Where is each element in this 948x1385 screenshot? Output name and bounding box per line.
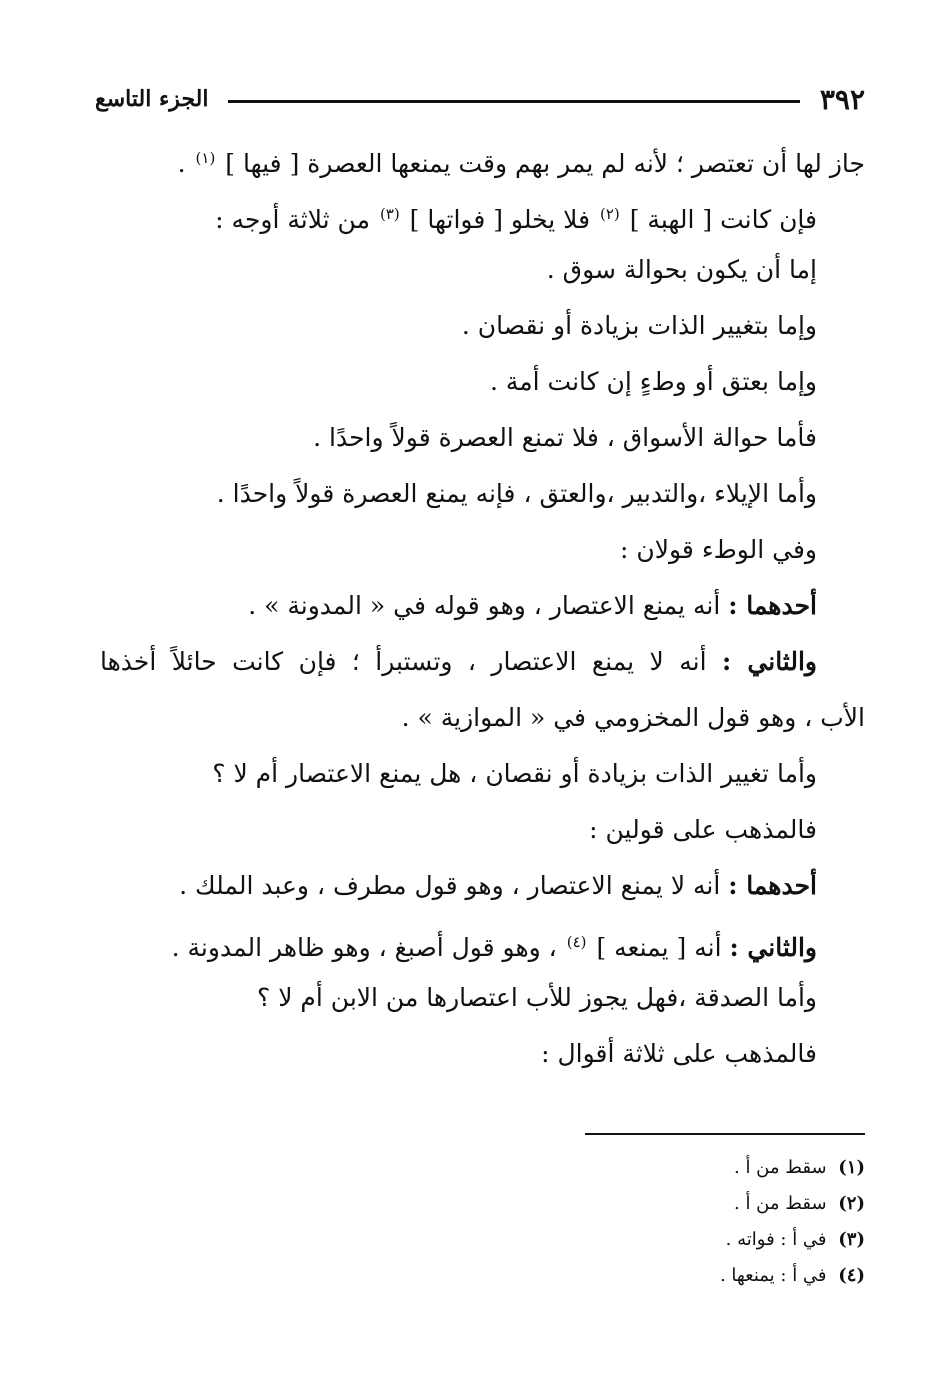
text-line (100, 858, 865, 914)
text-line: وأما الصدقة ،فهل يجوز للأب اعتصارها من الابن أم لا ؟ (257, 983, 817, 1012)
footnote (500, 1186, 865, 1222)
line-text: من ثلاثة أوجه : (215, 205, 370, 234)
footnote-ref: (٣) (379, 205, 400, 223)
line-text: أنه لا يمنع الاعتصار ، وهو قول مطرف ، وعبد الملك . (179, 871, 721, 900)
footnote-separator (585, 1133, 865, 1135)
text-line: وإما بتغيير الذات بزيادة أو نقصان . (461, 311, 817, 340)
line-text: أنه لا يمنع الاعتصار ، وتستبرأ ؛ فإن كانت حائلاً أخذها (100, 647, 707, 676)
text-line: وأما تغيير الذات بزيادة أو نقصان ، هل يمنع الاعتصار أم لا ؟ (212, 759, 817, 788)
footnote-ref: (٤) (566, 933, 587, 951)
text-line: وفي الوطء قولان : (620, 535, 817, 564)
line-text: فلا يخلو [ فواتها ] (409, 205, 591, 234)
footnote-number: (٢) (838, 1193, 865, 1214)
line-end: . (177, 149, 186, 178)
text-line: الأب ، وهو قول المخزومي في « الموازية » . (401, 703, 865, 732)
footnote-ref: (١) (195, 149, 216, 167)
footnote (500, 1222, 865, 1258)
footnote (500, 1150, 865, 1186)
text-line (100, 130, 865, 186)
footnote-number: (٤) (838, 1265, 865, 1286)
footnote-text: سقط من أ . (734, 1157, 827, 1178)
footnote-number: (١) (838, 1157, 865, 1178)
footnote (500, 1258, 865, 1294)
text-line (100, 914, 865, 970)
lead-word: والثاني : (721, 647, 817, 676)
line-text: أنه يمنع الاعتصار ، وهو قوله في « المدونة » . (248, 591, 721, 620)
footnote-ref: (٢) (599, 205, 620, 223)
header-rule (228, 100, 799, 103)
lead-word: والثاني : (729, 933, 817, 962)
part-title: الجزء التاسع (95, 86, 209, 112)
line-text: أنه [ يمنعه ] (596, 933, 722, 962)
text-line: إما أن يكون بحوالة سوق . (546, 255, 817, 284)
text-line (100, 578, 865, 634)
footnote-text: في أ : فواته . (725, 1229, 827, 1250)
lead-word: أحدهما : (728, 871, 817, 900)
line-text: ، وهو قول أصبغ ، وهو ظاهر المدونة . (171, 933, 557, 962)
page-number: ٣٩٢ (819, 82, 865, 116)
main-text (100, 130, 865, 1082)
footnotes (500, 1150, 865, 1294)
line-text: فإن كانت [ الهبة ] (629, 205, 817, 234)
text-line: وإما بعتق أو وطءٍ إن كانت أمة . (489, 367, 817, 396)
running-head (95, 78, 865, 120)
footnote-text: سقط من أ . (734, 1193, 827, 1214)
line-text: جاز لها أن تعتصر ؛ لأنه لم يمر بهم وقت يمنعها العصرة [ فيها ] (225, 149, 865, 178)
text-line: وأما الإيلاء ،والتدبير ،والعتق ، فإنه يمنع العصرة قولاً واحدًا . (216, 479, 817, 508)
text-line: فأما حوالة الأسواق ، فلا تمنع العصرة قولاً واحدًا . (313, 423, 817, 452)
footnote-number: (٣) (838, 1229, 865, 1250)
lead-word: أحدهما : (728, 591, 817, 620)
footnote-text: في أ : يمنعها . (719, 1265, 827, 1286)
text-line (100, 634, 865, 690)
text-line: فالمذهب على ثلاثة أقوال : (541, 1039, 817, 1068)
text-line: فالمذهب على قولين : (589, 815, 817, 844)
text-line (100, 186, 865, 242)
